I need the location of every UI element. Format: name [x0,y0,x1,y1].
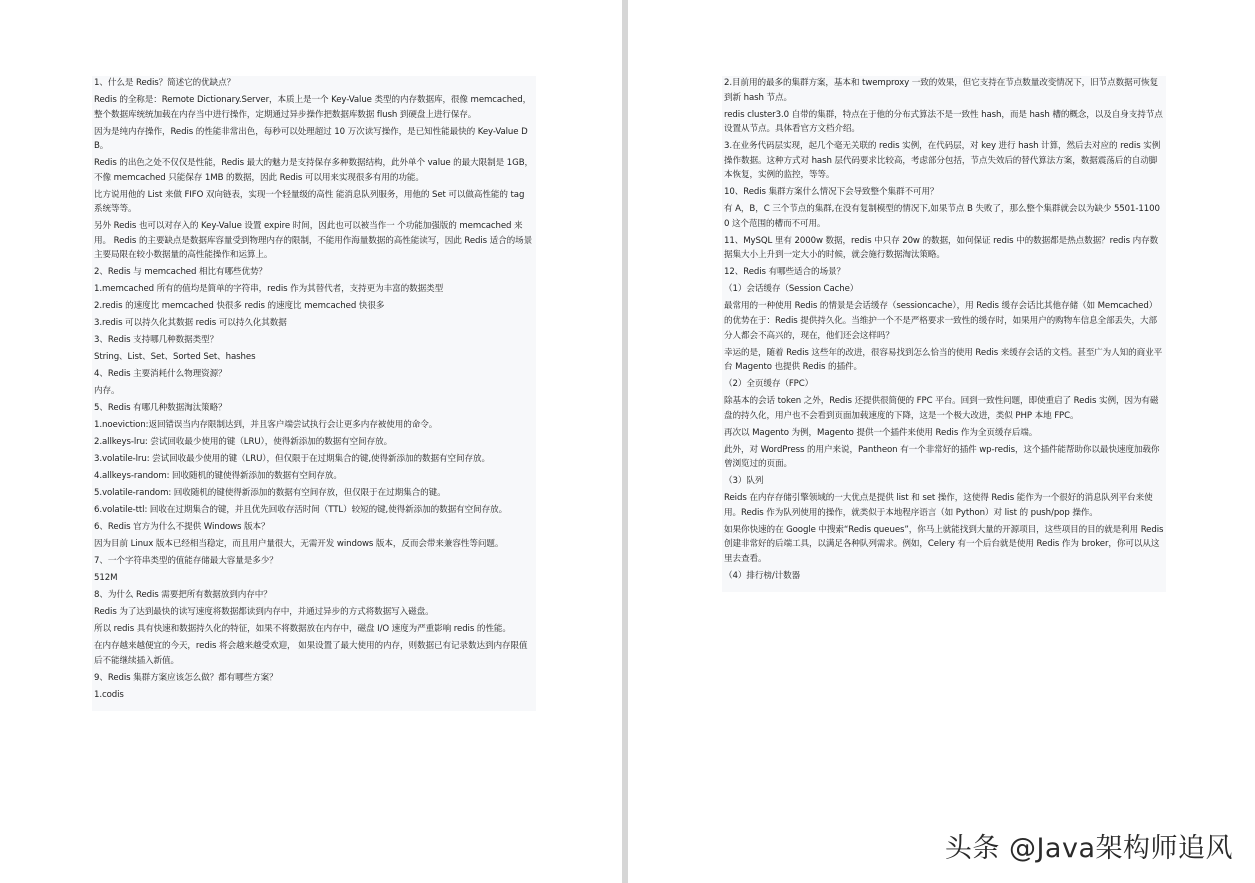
paragraph: 另外 Redis 也可以对存入的 Key-Value 设置 expire 时间，因此也可以被当作一 个功能加强版的 memcached 来用。 Redis 的主要缺点是数据库容量受到物理内存的限制，不能用作海量数据的高性能读写，因此 Redis 适合的场景主要局限在较小数据量的高性能操作和运算上。 [94,221,533,261]
paragraph: Redis 的全称是：Remote Dictionary.Server，本质上是一个 Key-Value 类型的内存数据库，很像 memcached，整个数据库统统加载在内存当中进行操作，定期通过异步操作把数据库数据 flush 到硬盘上进行保存。 [94,94,532,120]
paragraph: 2.redis 的速度比 memcached 快很多 redis 的速度比 memcached 快很多 [94,301,385,312]
paragraph: 6、Redis 官方为什么不提供 Windows 版本？ [94,522,270,533]
paragraph: Redis 的出色之处不仅仅是性能，Redis 最大的魅力是支持保存多种数据结构，此外单个 value 的最大限制是 1GB，不像 memcached 只能保存 1MB 的数据，因此 Redis 可以用来实现很多有用的功能。 [94,158,533,183]
paragraph: 3、Redis 支持哪几种数据类型？ [94,335,219,346]
paragraph: 5.volatile-random: 回收随机的键使得新添加的数据有空间存放，但仅限于在过期集合的键。 [94,488,446,499]
paragraph: 因为是纯内存操作，Redis 的性能非常出色，每秒可以处理超过 10 万次读写操作，是已知性能最快的 Key-Value DB。 [94,126,528,152]
document-page-left [0,0,622,883]
paragraph: 3.redis 可以持久化其数据 redis 可以持久化其数据 [94,318,287,329]
paragraph: 2.allkeys-lru: 尝试回收最少使用的键（LRU），使得新添加的数据有空间存放。 [94,437,393,448]
paragraph: 有 A，B，C 三个节点的集群,在没有复制模型的情况下,如果节点 B 失败了，那么整个集群就会以为缺少 5501-11000 这个范围的槽而不可用。 [724,204,1160,229]
paragraph: 5、Redis 有哪几种数据淘汰策略？ [94,403,227,414]
paragraph: 3.volatile-lru: 尝试回收最少使用的键（LRU），但仅限于在过期集合的键,使得新添加的数据有空间存放。 [94,454,490,465]
paragraph: 幸运的是，随着 Redis 这些年的改进，很容易找到怎么恰当的使用 Redis 来缓存会话的文档。甚至广为人知的商业平台 Magento 也提供 Redis 的插件。 [724,347,1163,373]
paragraph: 内存。 [94,386,120,397]
paragraph: 如果你快速的在 Google 中搜索“Redis queues”，你马上就能找到大量的开源项目，这些项目的目的就是利用 Redis 创建非常好的后端工具，以满足各种队列需求。例如，Celery 有一个后台就是使用 Redis 作为 broker，你可以从这里去查看。 [724,524,1164,565]
page-content-left [92,76,536,711]
paragraph: 4.allkeys-random: 回收随机的键使得新添加的数据有空间存放。 [94,471,342,482]
paragraph: 1.noeviction:返回错误当内存限制达到，并且客户端尝试执行会让更多内存被使用的命令。 [94,420,438,431]
paragraph: String、List、Set、Sorted Set、hashes [94,352,256,363]
paragraph: 512M [94,573,118,584]
paragraph: 1、什么是 Redis？简述它的优缺点？ [94,78,236,88]
paragraph: 3.在业务代码层实现，起几个毫无关联的 redis 实例，在代码层，对 key 进行 hash 计算，然后去对应的 redis 实例操作数据。这种方式对 hash 层代码要求比较高，考虑部分包括，节点失效后的替代算法方案，数据震荡后的自动脚本恢复，实例的监控，等等。 [724,141,1161,181]
paragraph: 比方说用他的 List 来做 FIFO 双向链表，实现一个轻量级的高性 能消息队列服务，用他的 Set 可以做高性能的 tag 系统等等。 [94,189,525,215]
paragraph: 2、Redis 与 memcached 相比有哪些优势？ [94,267,267,278]
paragraph: 10、Redis 集群方案什么情况下会导致整个集群不可用？ [724,187,939,198]
document-page-right [628,0,1255,883]
paragraph: 8、为什么 Redis 需要把所有数据放到内存中？ [94,590,272,601]
paragraph: 1.memcached 所有的值均是简单的字符串，redis 作为其替代者，支持更为丰富的数据类型 [94,284,444,295]
paragraph: 除基本的会话 token 之外，Redis 还提供很简便的 FPC 平台。回到一致性问题，即使重启了 Redis 实例，因为有磁盘的持久化，用户也不会看到页面加载速度的下降，这是一个极大改进，类似 PHP 本地 FPC。 [724,396,1159,421]
page-content-right [722,76,1166,592]
paragraph: 9、Redis 集群方案应该怎么做？都有哪些方案？ [94,672,278,683]
paragraph: 6.volatile-ttl: 回收在过期集合的键，并且优先回收存活时间（TTL）较短的键,使得新添加的数据有空间存放。 [94,505,508,516]
paragraph: 4、Redis 主要消耗什么物理资源？ [94,369,227,380]
paragraph: （2）全页缓存（FPC） [724,379,814,390]
paragraph: Reids 在内存存储引擎领域的一大优点是提供 list 和 set 操作，这使得 Redis 能作为一个很好的消息队列平台来使用。Redis 作为队列使用的操作，就类似于本地程序语言（如 Python）对 list 的 push/pop 操作。 [724,493,1153,518]
paragraph: 12、Redis 有哪些适合的场景？ [724,267,845,278]
paragraph: Redis 为了达到最快的读写速度将数据都读到内存中，并通过异步的方式将数据写入磁盘。 [94,607,434,618]
paragraph: 此外，对 WordPress 的用户来说，Pantheon 有一个非常好的插件 wp-redis，这个插件能帮助你以最快速度加载你曾浏览过的页面。 [724,444,1160,470]
paragraph: 在内存越来越便宜的今天，redis 将会越来越受欢迎， 如果设置了最大使用的内存，则数据已有记录数达到内存限值后不能继续插入新值。 [94,641,528,666]
paragraph: 所以 redis 具有快速和数据持久化的特征，如果不将数据放在内存中，磁盘 I/O 速度为严重影响 redis 的性能。 [94,624,511,635]
paragraph: （1）会话缓存（Session Cache） [724,284,859,295]
paragraph: 7、一个字符串类型的值能存储最大容量是多少？ [94,556,278,567]
paragraph: 最常用的一种使用 Redis 的情景是会话缓存（sessioncache），用 Redis 缓存会话比其他存储（如 Memcached）的优势在于：Redis 提供持久化。当维护一个不是严格要求一致性的缓存时，如果用户的购物车信息全部丢失，大部分人都会不高兴的，现在，他们还会这样吗？ [724,301,1158,341]
paragraph: （3）队列 [724,476,764,487]
paragraph: 11、MySQL 里有 2000w 数据，redis 中只存 20w 的数据，如何保证 redis 中的数据都是热点数据？redis 内存数据集大小上升到一定大小的时候，就会施行数据淘汰策略。 [724,235,1159,261]
paragraph: 2.目前用的最多的集群方案，基本和 twemproxy 一致的效果，但它支持在节点数量改变情况下，旧节点数据可恢复到新 hash 节点。 [724,78,1159,103]
watermark-label: 头条 @Java架构师追风 [944,833,1233,864]
paragraph: 再次以 Magento 为例，Magento 提供一个插件来使用 Redis 作为全页缓存后端。 [724,427,1038,438]
paragraph: 因为目前 Linux 版本已经相当稳定，而且用户量很大，无需开发 windows 版本，反而会带来兼容性等问题。 [94,539,504,550]
paragraph: 1.codis [94,689,124,700]
paragraph: redis cluster3.0 自带的集群，特点在于他的分布式算法不是一致性 hash，而是 hash 槽的概念，以及自身支持节点设置从节点。具体看官方文档介绍。 [724,109,1163,135]
paragraph: （4）排行榜/计数器 [724,571,801,582]
